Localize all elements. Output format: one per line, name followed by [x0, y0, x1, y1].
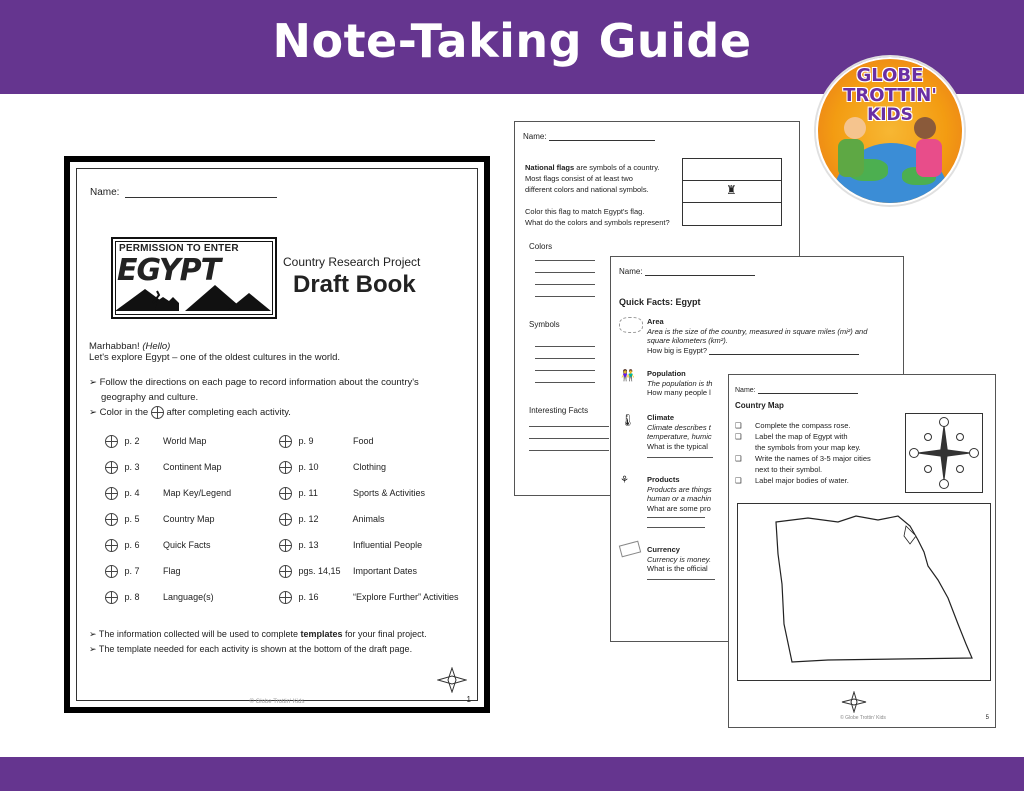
- globe-icon: [279, 461, 292, 474]
- page-number: 5: [985, 715, 989, 721]
- globe-icon: [105, 435, 118, 448]
- country-map-worksheet-page: Name: Country Map ❑ Complete the compass rose. ❑ Label the map of Egypt with the symbols from your map key. ❑ Write the names of 3-5 major cities next to their symbol. ❑ Label major bodies of water. © Globe Trottin' Kids 5: [728, 374, 996, 728]
- compass-logo-icon: [841, 691, 867, 713]
- subtitle: Country Research Project: [283, 255, 421, 269]
- globe-icon: [279, 487, 292, 500]
- climate-section: Climate Climate describes t temperature, humic What is the typical: [647, 413, 712, 451]
- stamp-top-text: PERMISSION TO ENTER: [119, 243, 239, 254]
- plant-icon: ⚘: [620, 475, 629, 486]
- globe-icon: [279, 435, 292, 448]
- list-item: pgs. 14,15 Important Dates: [279, 565, 417, 578]
- footer-copyright: © Globe Trottin' Kids: [840, 715, 886, 721]
- list-item: p. 4 Map Key/Legend: [105, 487, 231, 500]
- list-item: p. 16 “Explore Further” Activities: [279, 591, 459, 604]
- compass-rose-icon: [906, 414, 982, 492]
- globe-icon: [279, 513, 292, 526]
- greeting-text: Marhabban! (Hello) Let's explore Egypt – one of the oldest cultures in the world.: [89, 341, 341, 363]
- instructions: ➢ Follow the directions on each page to record information about the country's geography and culture. ➢ Color in the after completing each activity.: [89, 377, 419, 418]
- list-item: p. 8 Language(s): [105, 591, 214, 604]
- task-item: next to their symbol.: [755, 465, 823, 474]
- products-section: Products Products are things human or a machin What are some pro: [647, 475, 712, 513]
- footer-banner: [0, 757, 1024, 791]
- task-item: the symbols from your map key.: [755, 443, 861, 452]
- kid-right-body: [916, 139, 942, 177]
- australia-outline-icon: [619, 317, 643, 333]
- people-icon: 👫: [621, 370, 635, 382]
- list-item: p. 3 Continent Map: [105, 461, 222, 474]
- globe-icon: [151, 406, 164, 419]
- task-item: Label the map of Egypt with: [755, 432, 848, 441]
- footer-copyright: © Globe Trottin' Kids: [249, 699, 305, 705]
- list-item: p. 9 Food: [279, 435, 374, 448]
- logo-text-line3: KIDS: [867, 105, 913, 125]
- kid-left-body: [838, 139, 864, 177]
- thermometer-icon: 🌡: [620, 413, 636, 427]
- task-item: Label major bodies of water.: [755, 476, 849, 485]
- globe-icon: [105, 513, 118, 526]
- symbols-label: Symbols: [529, 320, 560, 329]
- interesting-facts-label: Interesting Facts: [529, 406, 589, 415]
- globe-trottin-kids-logo: [816, 57, 964, 205]
- list-item: p. 11 Sports & Activities: [279, 487, 425, 500]
- list-item: p. 10 Clothing: [279, 461, 386, 474]
- eagle-emblem-icon: ♜: [726, 183, 737, 197]
- egypt-flag-outline: [682, 158, 782, 226]
- list-item: p. 5 Country Map: [105, 513, 215, 526]
- logo-text-line1: GLOBE: [856, 65, 924, 86]
- list-item: p. 6 Quick Facts: [105, 539, 211, 552]
- page-title: Note-Taking Guide: [272, 14, 752, 68]
- permission-stamp: [111, 237, 277, 319]
- stamp-country-text: EGYPT: [117, 253, 221, 288]
- globe-icon: [105, 591, 118, 604]
- flag-intro: National flags are symbols of a country. Most flags consist of at least two different colors and national symbols. Color this flag to match Egypt's flag. What do the colors and symbols represent?: [525, 163, 670, 227]
- list-item: p. 7 Flag: [105, 565, 181, 578]
- globe-icon: [279, 565, 292, 578]
- population-section: Population The population is th How many people l: [647, 369, 713, 397]
- draft-book-title: Draft Book: [293, 271, 416, 298]
- name-label: Name:: [523, 132, 655, 141]
- name-label: Name:: [90, 187, 277, 198]
- bottom-notes: ➢ The information collected will be used to complete templates for your final project. ➢ The template needed for each activity is shown at the bottom of the draft page.: [89, 629, 427, 654]
- globe-icon: [279, 591, 292, 604]
- page-number: 1: [466, 695, 471, 704]
- globe-icon: [105, 487, 118, 500]
- list-item: p. 12 Animals: [279, 513, 385, 526]
- name-label: Name:: [735, 387, 858, 394]
- list-item: p. 2 World Map: [105, 435, 206, 448]
- compass-rose-box: [905, 413, 983, 493]
- colors-label: Colors: [529, 242, 553, 251]
- list-item: p. 13 Influential People: [279, 539, 422, 552]
- task-item: Write the names of 3-5 major cities: [755, 454, 871, 463]
- money-icon: [619, 541, 641, 558]
- egypt-outline-map: [738, 504, 990, 680]
- egypt-map-box: [737, 503, 991, 681]
- globe-icon: [279, 539, 292, 552]
- draft-book-cover-page: [64, 156, 490, 713]
- globe-icon: [105, 539, 118, 552]
- country-map-title: Country Map: [735, 401, 784, 410]
- pyramids-camel-icon: [115, 283, 271, 313]
- globe-icon: [105, 461, 118, 474]
- area-section: Area Area is the size of the country, measured in square miles (mi²) and square kilometers (km²). How big is Egypt?: [647, 317, 868, 355]
- logo-text-line2: TROTTIN': [843, 85, 937, 106]
- currency-section: Currency Currency is money. What is the official: [647, 545, 712, 573]
- task-item: Complete the compass rose.: [755, 421, 851, 430]
- quick-facts-title: Quick Facts: Egypt: [619, 297, 701, 307]
- compass-logo-icon: [437, 667, 467, 693]
- name-label: Name:: [619, 267, 755, 276]
- globe-icon: [105, 565, 118, 578]
